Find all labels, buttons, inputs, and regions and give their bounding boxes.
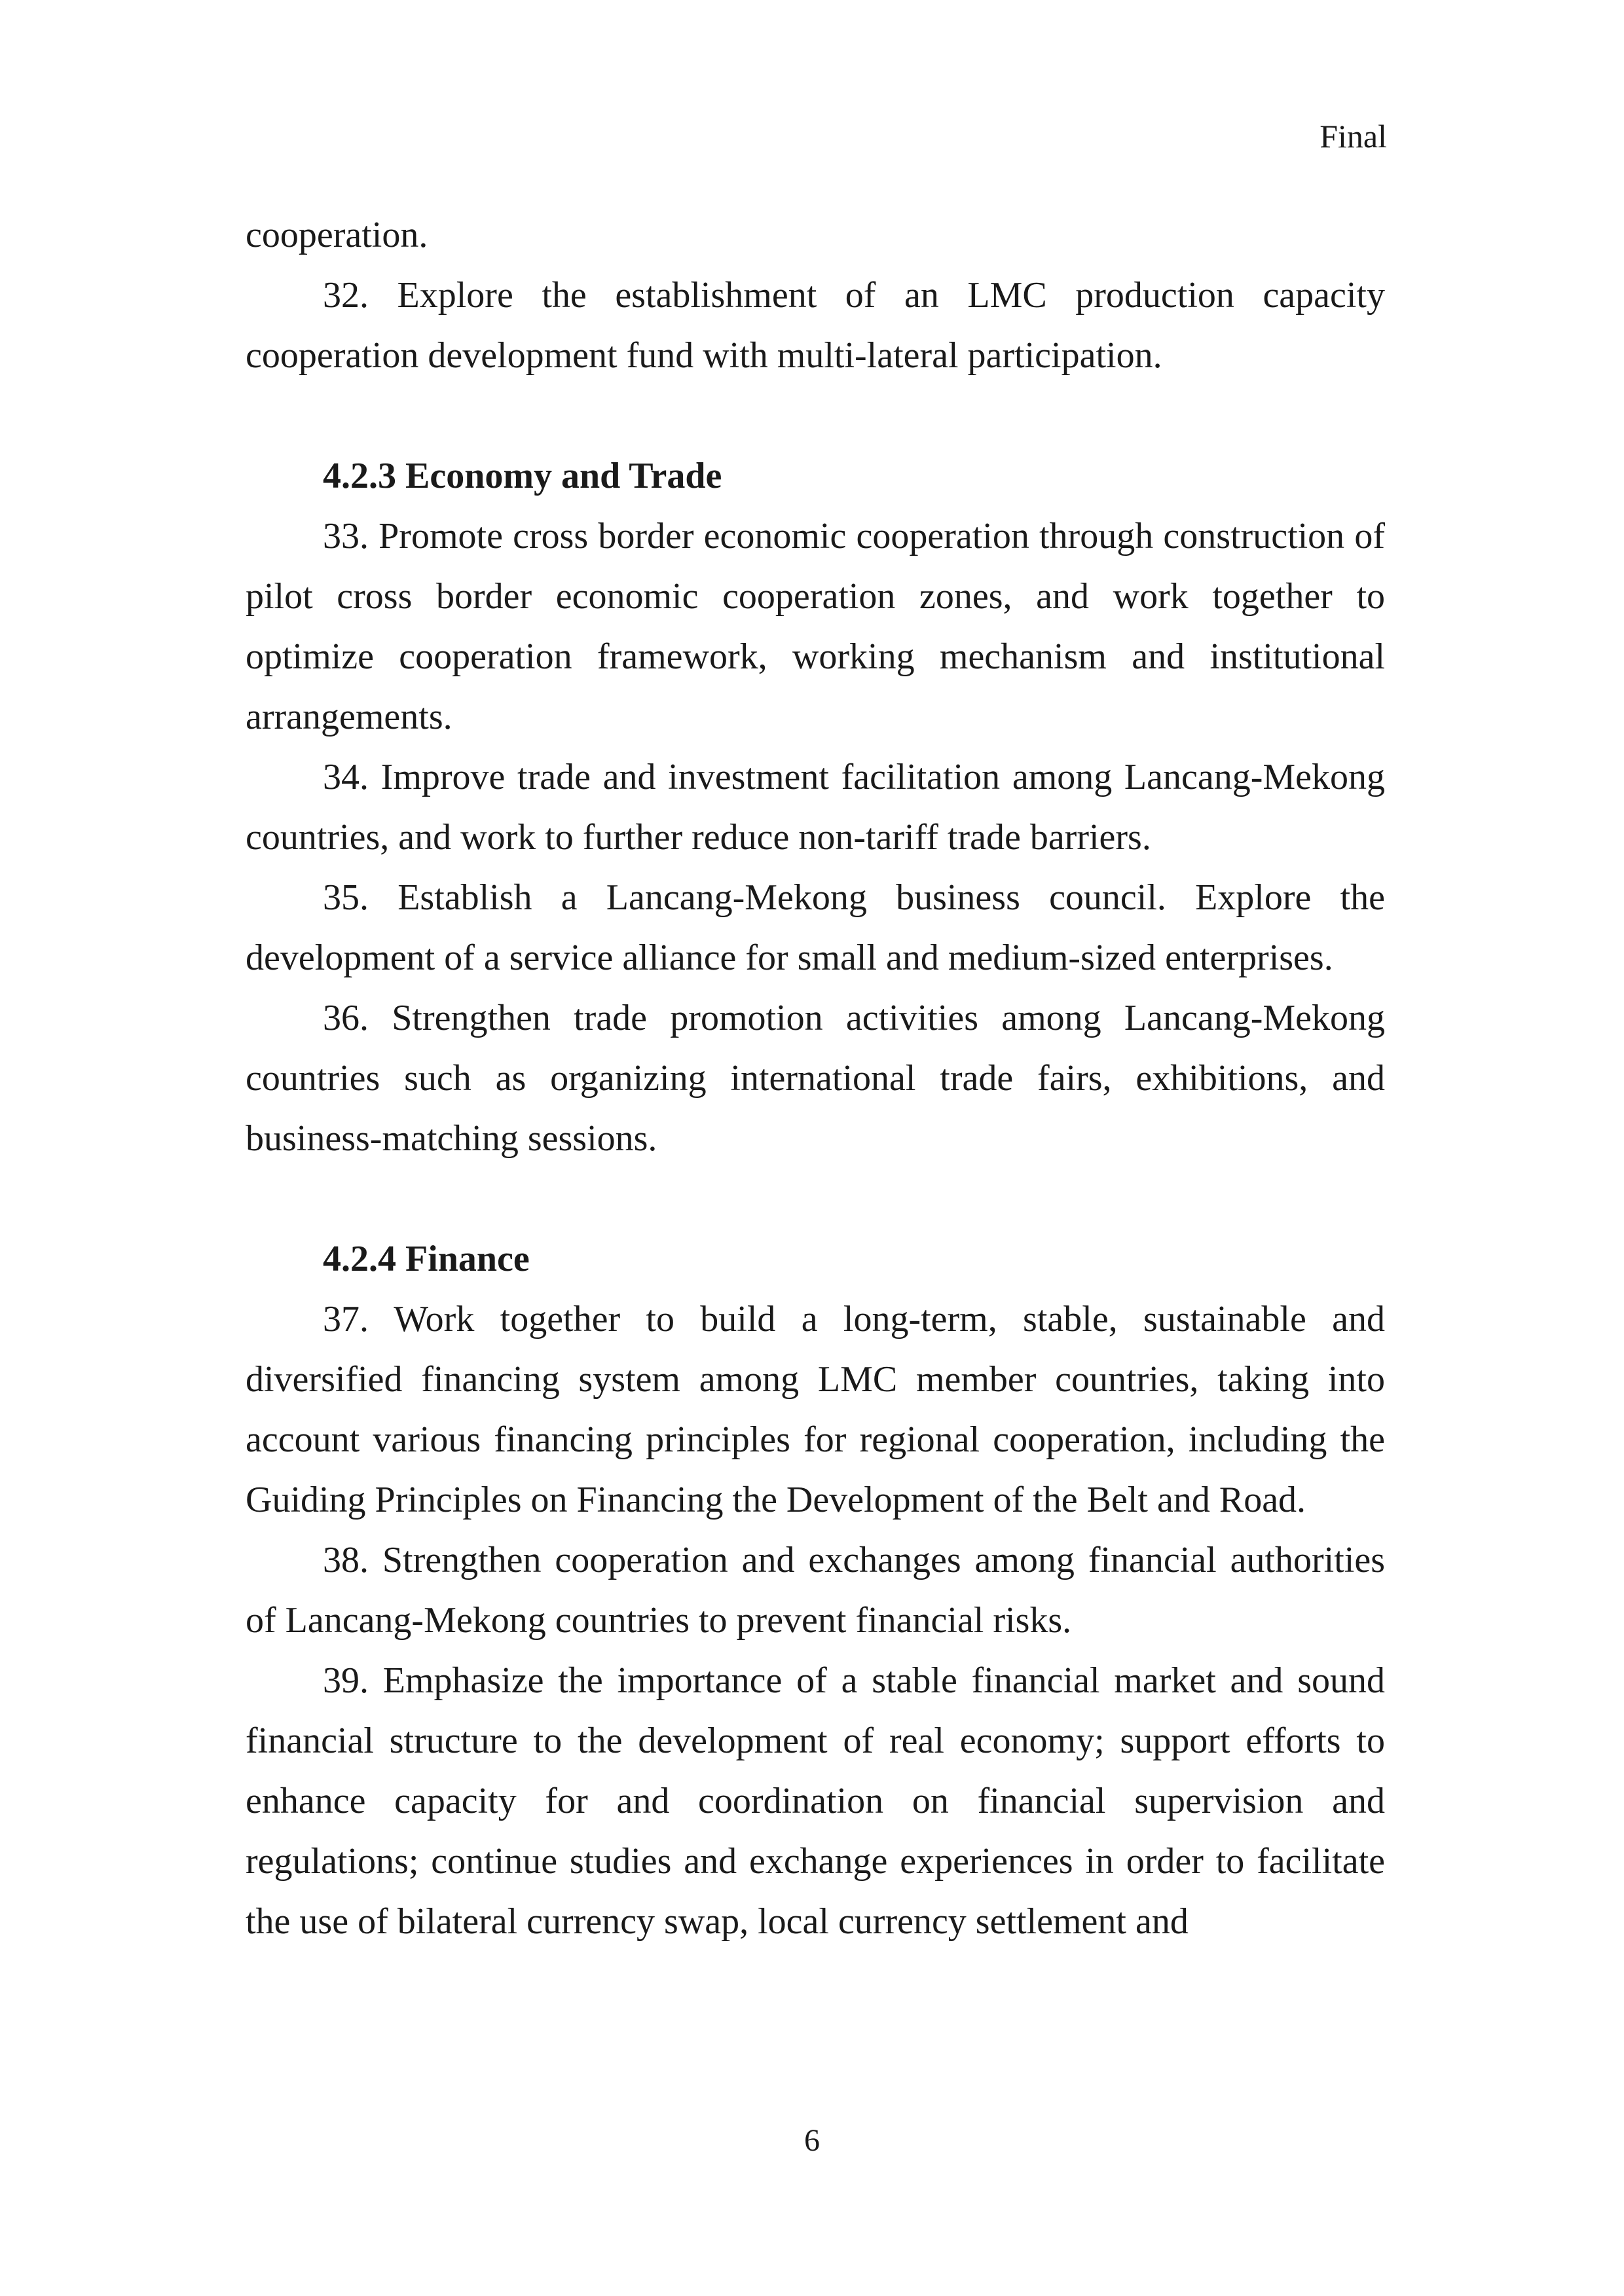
paragraph-continuation: cooperation. [246,215,428,255]
paragraph-35: 35. Establish a Lancang-Mekong business council. Explore the development of a service alliance for small and medium-sized enterprises. [246,877,1385,978]
page-number: 6 [804,2123,820,2158]
paragraph-32: 32. Explore the establishment of an LMC production capacity cooperation development fund with multi-lateral participation. [246,275,1385,376]
paragraph-33: 33. Promote cross border economic cooperation through construction of pilot cross border economic cooperation zones, and work together to optimize cooperation framework, working mechanism and institutional arrangements. [246,516,1385,737]
section-heading-4-2-4: 4.2.4 Finance [323,1239,530,1279]
running-header: Final [1320,118,1387,155]
paragraph-36: 36. Strengthen trade promotion activities among Lancang-Mekong countries such as organizing international trade fairs, exhibitions, and business-matching sessions. [246,998,1385,1159]
paragraph-34: 34. Improve trade and investment facilitation among Lancang-Mekong countries, and work to further reduce non-tariff trade barriers. [246,757,1385,858]
paragraph-37: 37. Work together to build a long-term, stable, sustainable and diversified financing system among LMC member countries, taking into account various financing principles for regional cooperation, including the Guiding Principles on Financing the Development of the Belt and Road. [246,1299,1385,1520]
body-text [246,205,1385,1952]
paragraph-38: 38. Strengthen cooperation and exchanges among financial authorities of Lancang-Mekong countries to prevent financial risks. [246,1540,1385,1641]
paragraph-39: 39. Emphasize the importance of a stable financial market and sound financial structure to the development of real economy; support efforts to enhance capacity for and coordination on financial supervision and regulations; continue studies and exchange experiences in order to facilitate the use of bilateral currency swap, local currency settlement and [246,1660,1385,1942]
section-heading-4-2-3: 4.2.3 Economy and Trade [323,456,722,496]
